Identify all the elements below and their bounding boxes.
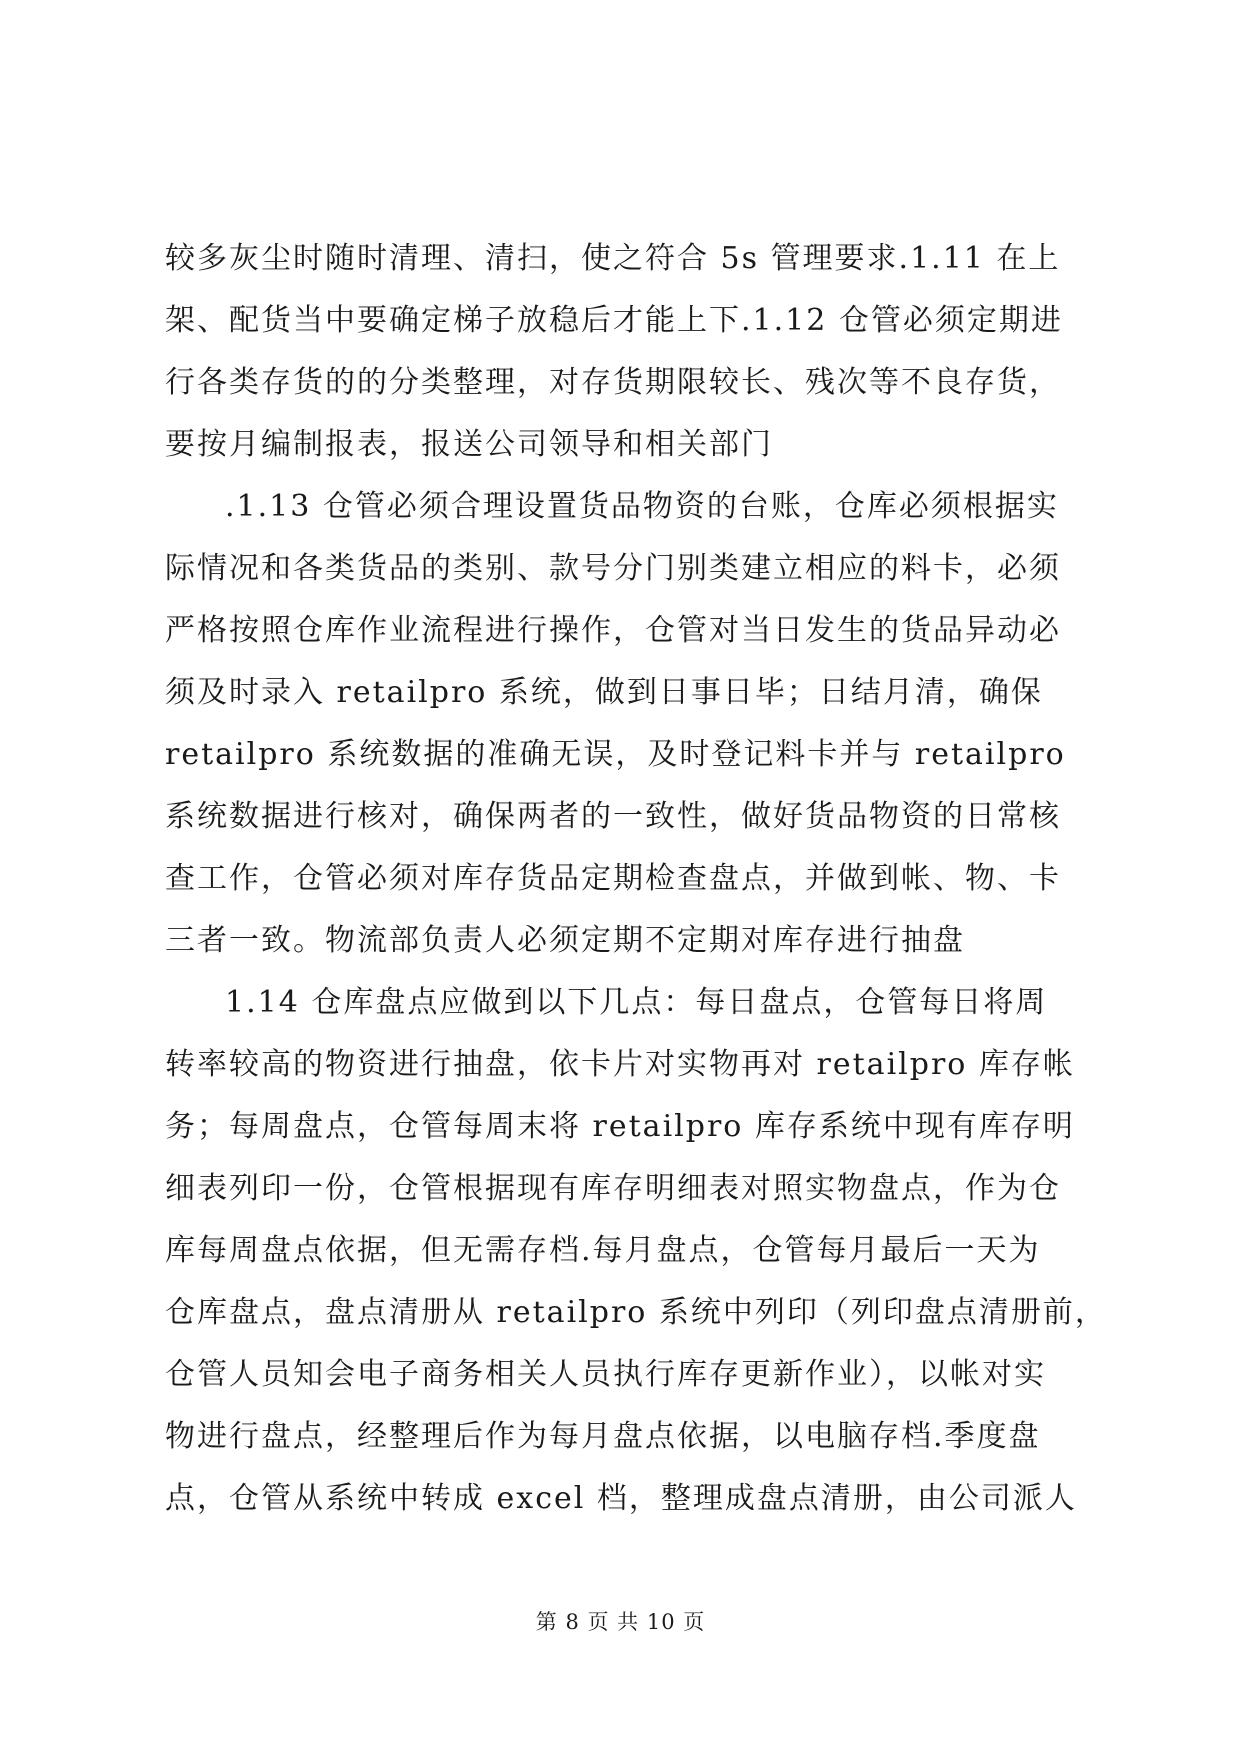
text-line: 查工作，仓管必须对库存货品定期检查盘点，并做到帐、物、卡: [165, 861, 1061, 896]
text-line: 细表列印一份，仓管根据现有库存明细表对照实物盘点，作为仓: [165, 1171, 1061, 1206]
text-line: 要按月编制报表，报送公司领导和相关部门: [165, 427, 773, 462]
text-line: 较多灰尘时随时清理、清扫，使之符合 5s 管理要求.1.11 在上: [165, 241, 1061, 276]
text-line: 物进行盘点，经整理后作为每月盘点依据，以电脑存档.季度盘: [165, 1419, 1041, 1454]
text-line: 际情况和各类货品的类别、款号分门别类建立相应的料卡，必须: [165, 551, 1061, 586]
text-line: 严格按照仓库作业流程进行操作，仓管对当日发生的货品异动必: [165, 613, 1061, 648]
text-line: 转率较高的物资进行抽盘，依卡片对实物再对 retailpro 库存帐: [165, 1047, 1075, 1082]
text-line: 点，仓管从系统中转成 excel 档，整理成盘点清册，由公司派人: [165, 1481, 1077, 1516]
page-footer: 第 8 页 共 10 页: [535, 1610, 706, 1634]
text-line: 务；每周盘点，仓管每周末将 retailpro 库存系统中现有库存明: [165, 1109, 1075, 1144]
text-line: retailpro 系统数据的准确无误，及时登记料卡并与 retailpro: [165, 737, 1066, 772]
text-line: 须及时录入 retailpro 系统，做到日事日毕；日结月清，确保: [165, 675, 1043, 710]
text-line: 系统数据进行核对，确保两者的一致性，做好货品物资的日常核: [165, 799, 1061, 834]
text-line: .1.13 仓管必须合理设置货品物资的台账，仓库必须根据实: [225, 489, 1059, 524]
text-line: 库每周盘点依据，但无需存档.每月盘点，仓管每月最后一天为: [165, 1233, 1041, 1268]
text-line: 1.14 仓库盘点应做到以下几点：每日盘点，仓管每日将周: [225, 985, 1048, 1020]
text-line: 行各类存货的的分类整理，对存货期限较长、残次等不良存货，: [165, 365, 1061, 400]
text-line: 三者一致。物流部负责人必须定期不定期对库存进行抽盘: [165, 923, 965, 958]
text-line: 仓管人员知会电子商务相关人员执行库存更新作业），以帐对实: [165, 1357, 1046, 1392]
text-line: 架、配货当中要确定梯子放稳后才能上下.1.12 仓管必须定期进: [165, 303, 1063, 338]
document-body: [165, 228, 1107, 1530]
text-line: 仓库盘点，盘点清册从 retailpro 系统中列印（列印盘点清册前，: [165, 1295, 1107, 1330]
